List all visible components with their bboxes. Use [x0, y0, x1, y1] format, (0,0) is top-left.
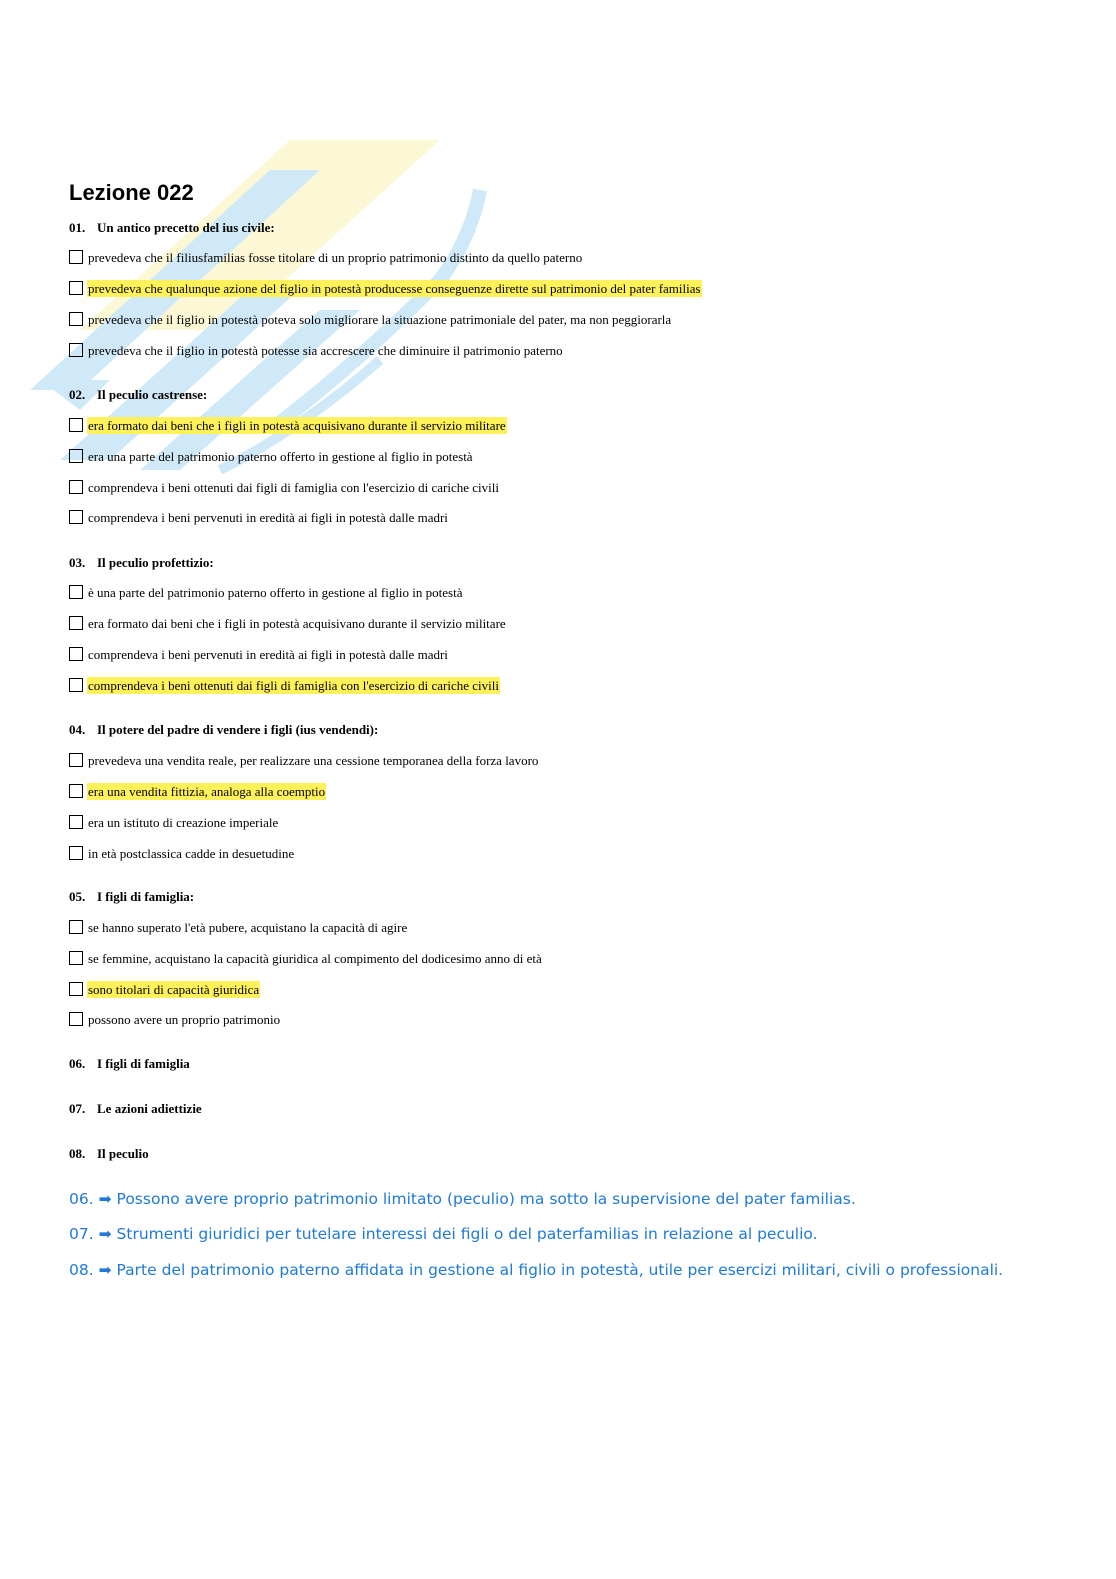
- question-text: I figli di famiglia: [97, 1056, 190, 1071]
- option[interactable]: [69, 341, 564, 359]
- checkbox[interactable]: [69, 418, 83, 432]
- question-3: [69, 555, 214, 571]
- checkbox[interactable]: [69, 815, 83, 829]
- question-4: [69, 722, 378, 738]
- option-correct[interactable]: [69, 279, 702, 297]
- option[interactable]: [69, 583, 463, 601]
- arrow-right-icon: ➡: [98, 1190, 112, 1208]
- checkbox[interactable]: [69, 647, 83, 661]
- question-number: 05.: [69, 889, 86, 904]
- option[interactable]: [69, 645, 449, 663]
- answer-number: 07.: [69, 1225, 94, 1243]
- checkbox[interactable]: [69, 510, 83, 524]
- question-text: I figli di famiglia:: [97, 889, 195, 904]
- option-text: prevedeva che il figlio in potestà potesse sia accrescere che diminuire il patrimonio paterno: [88, 343, 563, 359]
- option[interactable]: [69, 751, 539, 769]
- option-text: comprendeva i beni pervenuti in eredità ai figli in potestà dalle madri: [88, 510, 448, 526]
- question-number: 07.: [69, 1101, 86, 1116]
- question-text: Un antico precetto del ius civile:: [97, 220, 275, 235]
- checkbox[interactable]: [69, 784, 83, 798]
- option-text: era una parte del patrimonio paterno offerto in gestione al figlio in potestà: [88, 449, 473, 465]
- option-text: sono titolari di capacità giuridica: [88, 982, 260, 998]
- answer-text: Parte del patrimonio paterno affidata in gestione al figlio in potestà, utile per esercizi militari, civili o professionali.: [116, 1261, 1004, 1279]
- arrow-right-icon: ➡: [98, 1261, 112, 1279]
- question-number: 03.: [69, 555, 86, 570]
- option[interactable]: [69, 508, 449, 526]
- answer-8: [69, 1261, 1004, 1279]
- option-text: se femmine, acquistano la capacità giuridica al compimento del dodicesimo anno di età: [88, 951, 542, 967]
- option-text: è una parte del patrimonio paterno offerto in gestione al figlio in potestà: [88, 585, 463, 601]
- question-text: Il peculio profettizio:: [97, 555, 214, 570]
- question-7: [69, 1101, 202, 1117]
- question-number: 08.: [69, 1146, 86, 1161]
- option-text: prevedeva che il figlio in potestà poteva solo migliorare la situazione patrimoniale del pater, ma non peggiorarla: [88, 312, 672, 328]
- arrow-right-icon: ➡: [98, 1225, 112, 1243]
- answer-text: Strumenti giuridici per tutelare interessi dei figli o del paterfamilias in relazione al peculio.: [116, 1225, 818, 1243]
- checkbox[interactable]: [69, 678, 83, 692]
- option[interactable]: [69, 844, 295, 862]
- option[interactable]: [69, 478, 500, 496]
- option-text: era formato dai beni che i figli in potestà acquisivano durante il servizio militare: [88, 418, 506, 434]
- question-1: [69, 220, 275, 236]
- checkbox[interactable]: [69, 449, 83, 463]
- question-8: [69, 1146, 149, 1162]
- checkbox[interactable]: [69, 982, 83, 996]
- question-text: Il potere del padre di vendere i figli (ius vendendi):: [97, 722, 379, 737]
- option-correct[interactable]: [69, 980, 260, 998]
- checkbox[interactable]: [69, 585, 83, 599]
- option[interactable]: [69, 813, 279, 831]
- question-5: [69, 889, 194, 905]
- option-text: comprendeva i beni pervenuti in eredità ai figli in potestà dalle madri: [88, 647, 448, 663]
- checkbox[interactable]: [69, 1012, 83, 1026]
- answer-number: 08.: [69, 1261, 94, 1279]
- checkbox[interactable]: [69, 920, 83, 934]
- checkbox[interactable]: [69, 846, 83, 860]
- option[interactable]: [69, 949, 543, 967]
- question-text: Il peculio: [97, 1146, 149, 1161]
- option-correct[interactable]: [69, 676, 500, 694]
- answer-text: Possono avere proprio patrimonio limitato (peculio) ma sotto la supervisione del pater familias.: [116, 1190, 856, 1208]
- option[interactable]: [69, 614, 507, 632]
- option[interactable]: [69, 1010, 281, 1028]
- option[interactable]: [69, 918, 408, 936]
- answer-6: [69, 1190, 861, 1208]
- checkbox[interactable]: [69, 250, 83, 264]
- checkbox[interactable]: [69, 343, 83, 357]
- option[interactable]: [69, 248, 583, 266]
- option[interactable]: [69, 310, 672, 328]
- option-text: prevedeva che il filiusfamilias fosse titolare di un proprio patrimonio distinto da quello paterno: [88, 250, 583, 266]
- option-text: era una vendita fittizia, analoga alla coemptio: [88, 784, 326, 800]
- answer-7: [69, 1225, 861, 1243]
- checkbox[interactable]: [69, 281, 83, 295]
- option-text: comprendeva i beni ottenuti dai figli di famiglia con l'esercizio di cariche civili: [88, 678, 499, 694]
- option-text: comprendeva i beni ottenuti dai figli di famiglia con l'esercizio di cariche civili: [88, 480, 499, 496]
- question-2: [69, 387, 207, 403]
- option-text: prevedeva che qualunque azione del figlio in potestà producesse conseguenze dirette sul patrimonio del pater familias: [88, 281, 701, 297]
- page-title: Lezione 022: [69, 180, 194, 205]
- option-correct[interactable]: [69, 782, 326, 800]
- option-correct[interactable]: [69, 416, 507, 434]
- option-text: era un istituto di creazione imperiale: [88, 815, 279, 831]
- question-number: 06.: [69, 1056, 86, 1071]
- question-number: 04.: [69, 722, 86, 737]
- question-6: [69, 1056, 190, 1072]
- checkbox[interactable]: [69, 312, 83, 326]
- question-text: Le azioni adiettizie: [97, 1101, 202, 1116]
- question-text: Il peculio castrense:: [97, 387, 208, 402]
- option-text: era formato dai beni che i figli in potestà acquisivano durante il servizio militare: [88, 616, 506, 632]
- checkbox[interactable]: [69, 951, 83, 965]
- checkbox[interactable]: [69, 753, 83, 767]
- checkbox[interactable]: [69, 480, 83, 494]
- checkbox[interactable]: [69, 616, 83, 630]
- option-text: prevedeva una vendita reale, per realizzare una cessione temporanea della forza lavoro: [88, 753, 539, 769]
- option[interactable]: [69, 447, 474, 465]
- question-number: 01.: [69, 220, 86, 235]
- option-text: possono avere un proprio patrimonio: [88, 1012, 281, 1028]
- question-number: 02.: [69, 387, 86, 402]
- option-text: in età postclassica cadde in desuetudine: [88, 846, 295, 862]
- option-text: se hanno superato l'età pubere, acquistano la capacità di agire: [88, 920, 408, 936]
- answer-number: 06.: [69, 1190, 94, 1208]
